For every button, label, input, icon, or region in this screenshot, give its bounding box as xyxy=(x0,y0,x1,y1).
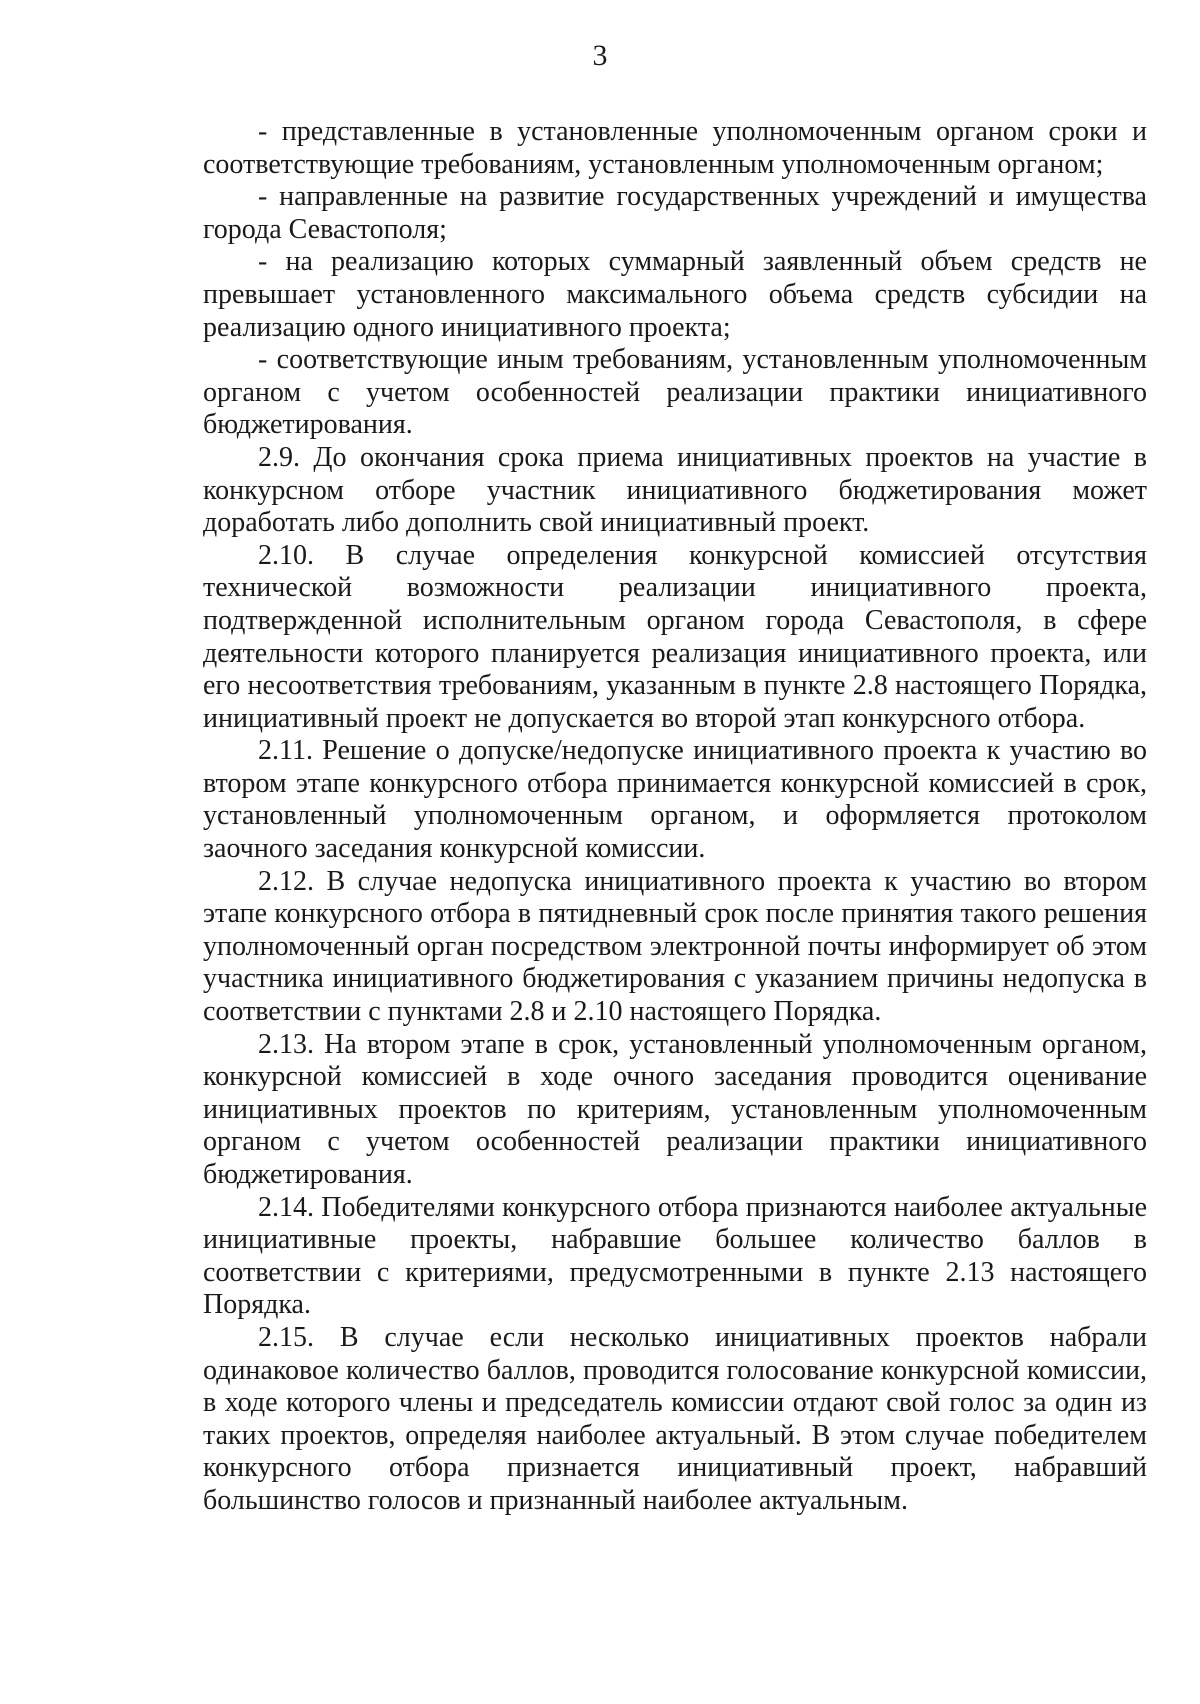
paragraph-submitted-on-time: - представленные в установленные уполномоченным органом сроки и соответствующие требованиям, установленным уполномоченным органом; xyxy=(203,116,1147,180)
paragraph-2-13: 2.13. На втором этапе в срок, установленный уполномоченным органом, конкурсной комиссией в ходе очного заседания проводится оценивание инициативных проектов по критериям, установленным уполномоченным органом с учетом особенностей реализации практики инициативного бюджетирования. xyxy=(203,1028,1147,1190)
paragraph-2-15: 2.15. В случае если несколько инициативных проектов набрали одинаковое количество баллов, проводится голосование конкурсной комиссии, в ходе которого члены и председатель комиссии отдают свой голос за один из таких проектов, определяя наиболее актуальный. В этом случае победителем конкурсного отбора признается инициативный проект, набравший большинство голосов и признанный наиболее актуальным. xyxy=(203,1321,1147,1516)
document-body xyxy=(203,116,1147,1518)
paragraph-development-purpose: - направленные на развитие государственных учреждений и имущества города Севастополя; xyxy=(203,181,1147,245)
paragraph-other-requirements: - соответствующие иным требованиям, установленным уполномоченным органом с учетом особенностей реализации практики инициативного бюджетирования. xyxy=(203,344,1147,441)
paragraph-2-9: 2.9. До окончания срока приема инициативных проектов на участие в конкурсном отборе участник инициативного бюджетирования может доработать либо дополнить свой инициативный проект. xyxy=(203,441,1147,539)
paragraph-2-10: 2.10. В случае определения конкурсной комиссией отсутствия технической возможности реализации инициативного проекта, подтвержденной исполнительным органом города Севастополя, в сфере деятельности которого планируется реализация инициативного проекта, или его несоответствия требованиям, указанным в пункте 2.8 настоящего Порядка, инициативный проект не допускается во второй этап конкурсного отбора. xyxy=(203,539,1147,734)
paragraph-funding-limit: - на реализацию которых суммарный заявленный объем средств не превышает установленного максимального объема средств субсидии на реализацию одного инициативного проекта; xyxy=(203,246,1147,343)
paragraph-2-14: 2.14. Победителями конкурсного отбора признаются наиболее актуальные инициативные проекты, набравшие большее количество баллов в соответствии с критериями, предусмотренными в пункте 2.13 настоящего Порядка. xyxy=(203,1191,1147,1321)
paragraph-2-11: 2.11. Решение о допуске/недопуске инициативного проекта к участию во втором этапе конкурсного отбора принимается конкурсной комиссией в срок, установленный уполномоченным органом, и оформляется протоколом заочного заседания конкурсной комиссии. xyxy=(203,735,1147,865)
page-number: 3 xyxy=(592,39,608,72)
paragraph-2-12: 2.12. В случае недопуска инициативного проекта к участию во втором этапе конкурсного отбора в пятидневный срок после принятия такого решения уполномоченный орган посредством электронной почты информирует об этом участника инициативного бюджетирования с указанием причины недопуска в соответствии с пунктами 2.8 и 2.10 настоящего Порядка. xyxy=(203,865,1147,1028)
